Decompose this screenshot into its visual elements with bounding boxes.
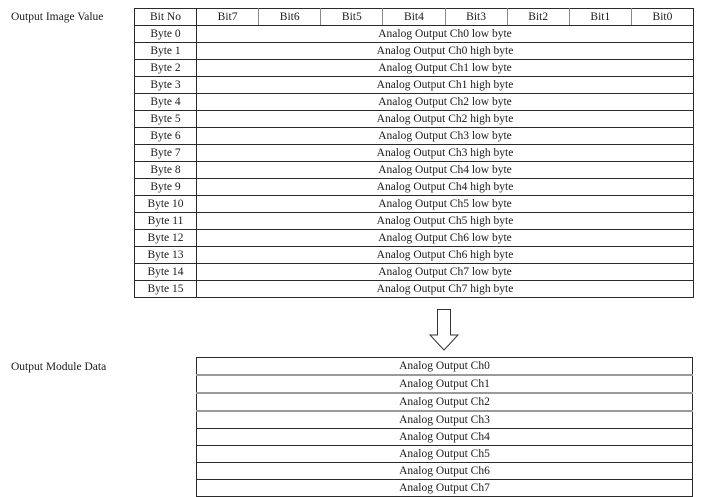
byte-value: Analog Output Ch5 high byte (197, 213, 694, 230)
table-row (197, 393, 693, 411)
header-bit1: Bit1 (569, 9, 631, 26)
table-row (197, 358, 693, 376)
table-row (197, 446, 693, 463)
output-image-value-table (134, 8, 694, 298)
byte-label: Byte 15 (135, 281, 197, 298)
channel-cell: Analog Output Ch5 (197, 446, 693, 463)
header-bit6: Bit6 (259, 9, 321, 26)
output-module-data-table (196, 357, 693, 497)
table-row (135, 77, 694, 94)
byte-label: Byte 2 (135, 60, 197, 77)
table-row (135, 111, 694, 128)
channel-cell: Analog Output Ch1 (197, 375, 693, 393)
channel-cell: Analog Output Ch4 (197, 429, 693, 446)
byte-label: Byte 10 (135, 196, 197, 213)
byte-label: Byte 6 (135, 128, 197, 145)
table-row (135, 213, 694, 230)
output-module-data-label: Output Module Data (11, 361, 107, 373)
header-bit-no: Bit No (135, 9, 197, 26)
byte-label: Byte 4 (135, 94, 197, 111)
byte-label: Byte 9 (135, 179, 197, 196)
table-row (135, 128, 694, 145)
table-row (135, 162, 694, 179)
table-row (135, 179, 694, 196)
byte-value: Analog Output Ch7 high byte (197, 281, 694, 298)
byte-value: Analog Output Ch3 high byte (197, 145, 694, 162)
header-bit0: Bit0 (631, 9, 693, 26)
table-header-row (135, 9, 694, 26)
channel-cell: Analog Output Ch3 (197, 411, 693, 429)
output-image-value-label: Output Image Value (11, 11, 104, 23)
byte-label: Byte 11 (135, 213, 197, 230)
table-row (135, 230, 694, 247)
byte-label: Byte 12 (135, 230, 197, 247)
table-row (197, 411, 693, 429)
byte-label: Byte 3 (135, 77, 197, 94)
byte-value: Analog Output Ch6 low byte (197, 230, 694, 247)
byte-label: Byte 5 (135, 111, 197, 128)
table-row (197, 463, 693, 480)
table-row (135, 247, 694, 264)
header-bit5: Bit5 (321, 9, 383, 26)
table-row (135, 43, 694, 60)
header-bit7: Bit7 (197, 9, 259, 26)
byte-value: Analog Output Ch5 low byte (197, 196, 694, 213)
byte-value: Analog Output Ch2 low byte (197, 94, 694, 111)
table-row (135, 196, 694, 213)
byte-value: Analog Output Ch4 low byte (197, 162, 694, 179)
table-row (135, 26, 694, 43)
byte-label: Byte 14 (135, 264, 197, 281)
byte-value: Analog Output Ch1 low byte (197, 60, 694, 77)
byte-label: Byte 0 (135, 26, 197, 43)
table-row (135, 145, 694, 162)
table-row (197, 375, 693, 393)
byte-label: Byte 8 (135, 162, 197, 179)
channel-cell: Analog Output Ch2 (197, 393, 693, 411)
byte-value: Analog Output Ch0 low byte (197, 26, 694, 43)
byte-value: Analog Output Ch6 high byte (197, 247, 694, 264)
header-bit4: Bit4 (383, 9, 445, 26)
byte-value: Analog Output Ch7 low byte (197, 264, 694, 281)
byte-value: Analog Output Ch3 low byte (197, 128, 694, 145)
byte-value: Analog Output Ch4 high byte (197, 179, 694, 196)
byte-label: Byte 13 (135, 247, 197, 264)
byte-value: Analog Output Ch2 high byte (197, 111, 694, 128)
table-row (135, 60, 694, 77)
table-row (135, 94, 694, 111)
header-bit2: Bit2 (507, 9, 569, 26)
table-row (197, 429, 693, 446)
byte-value: Analog Output Ch0 high byte (197, 43, 694, 60)
byte-value: Analog Output Ch1 high byte (197, 77, 694, 94)
channel-cell: Analog Output Ch7 (399, 482, 490, 494)
header-bit3: Bit3 (445, 9, 507, 26)
table-row (135, 264, 694, 281)
byte-label: Byte 7 (135, 145, 197, 162)
channel-cell: Analog Output Ch6 (197, 463, 693, 480)
table-row (135, 281, 694, 298)
byte-label: Byte 1 (135, 43, 197, 60)
down-arrow-icon (429, 309, 459, 351)
channel-cell: Analog Output Ch0 (197, 358, 693, 376)
table-row (197, 480, 693, 497)
